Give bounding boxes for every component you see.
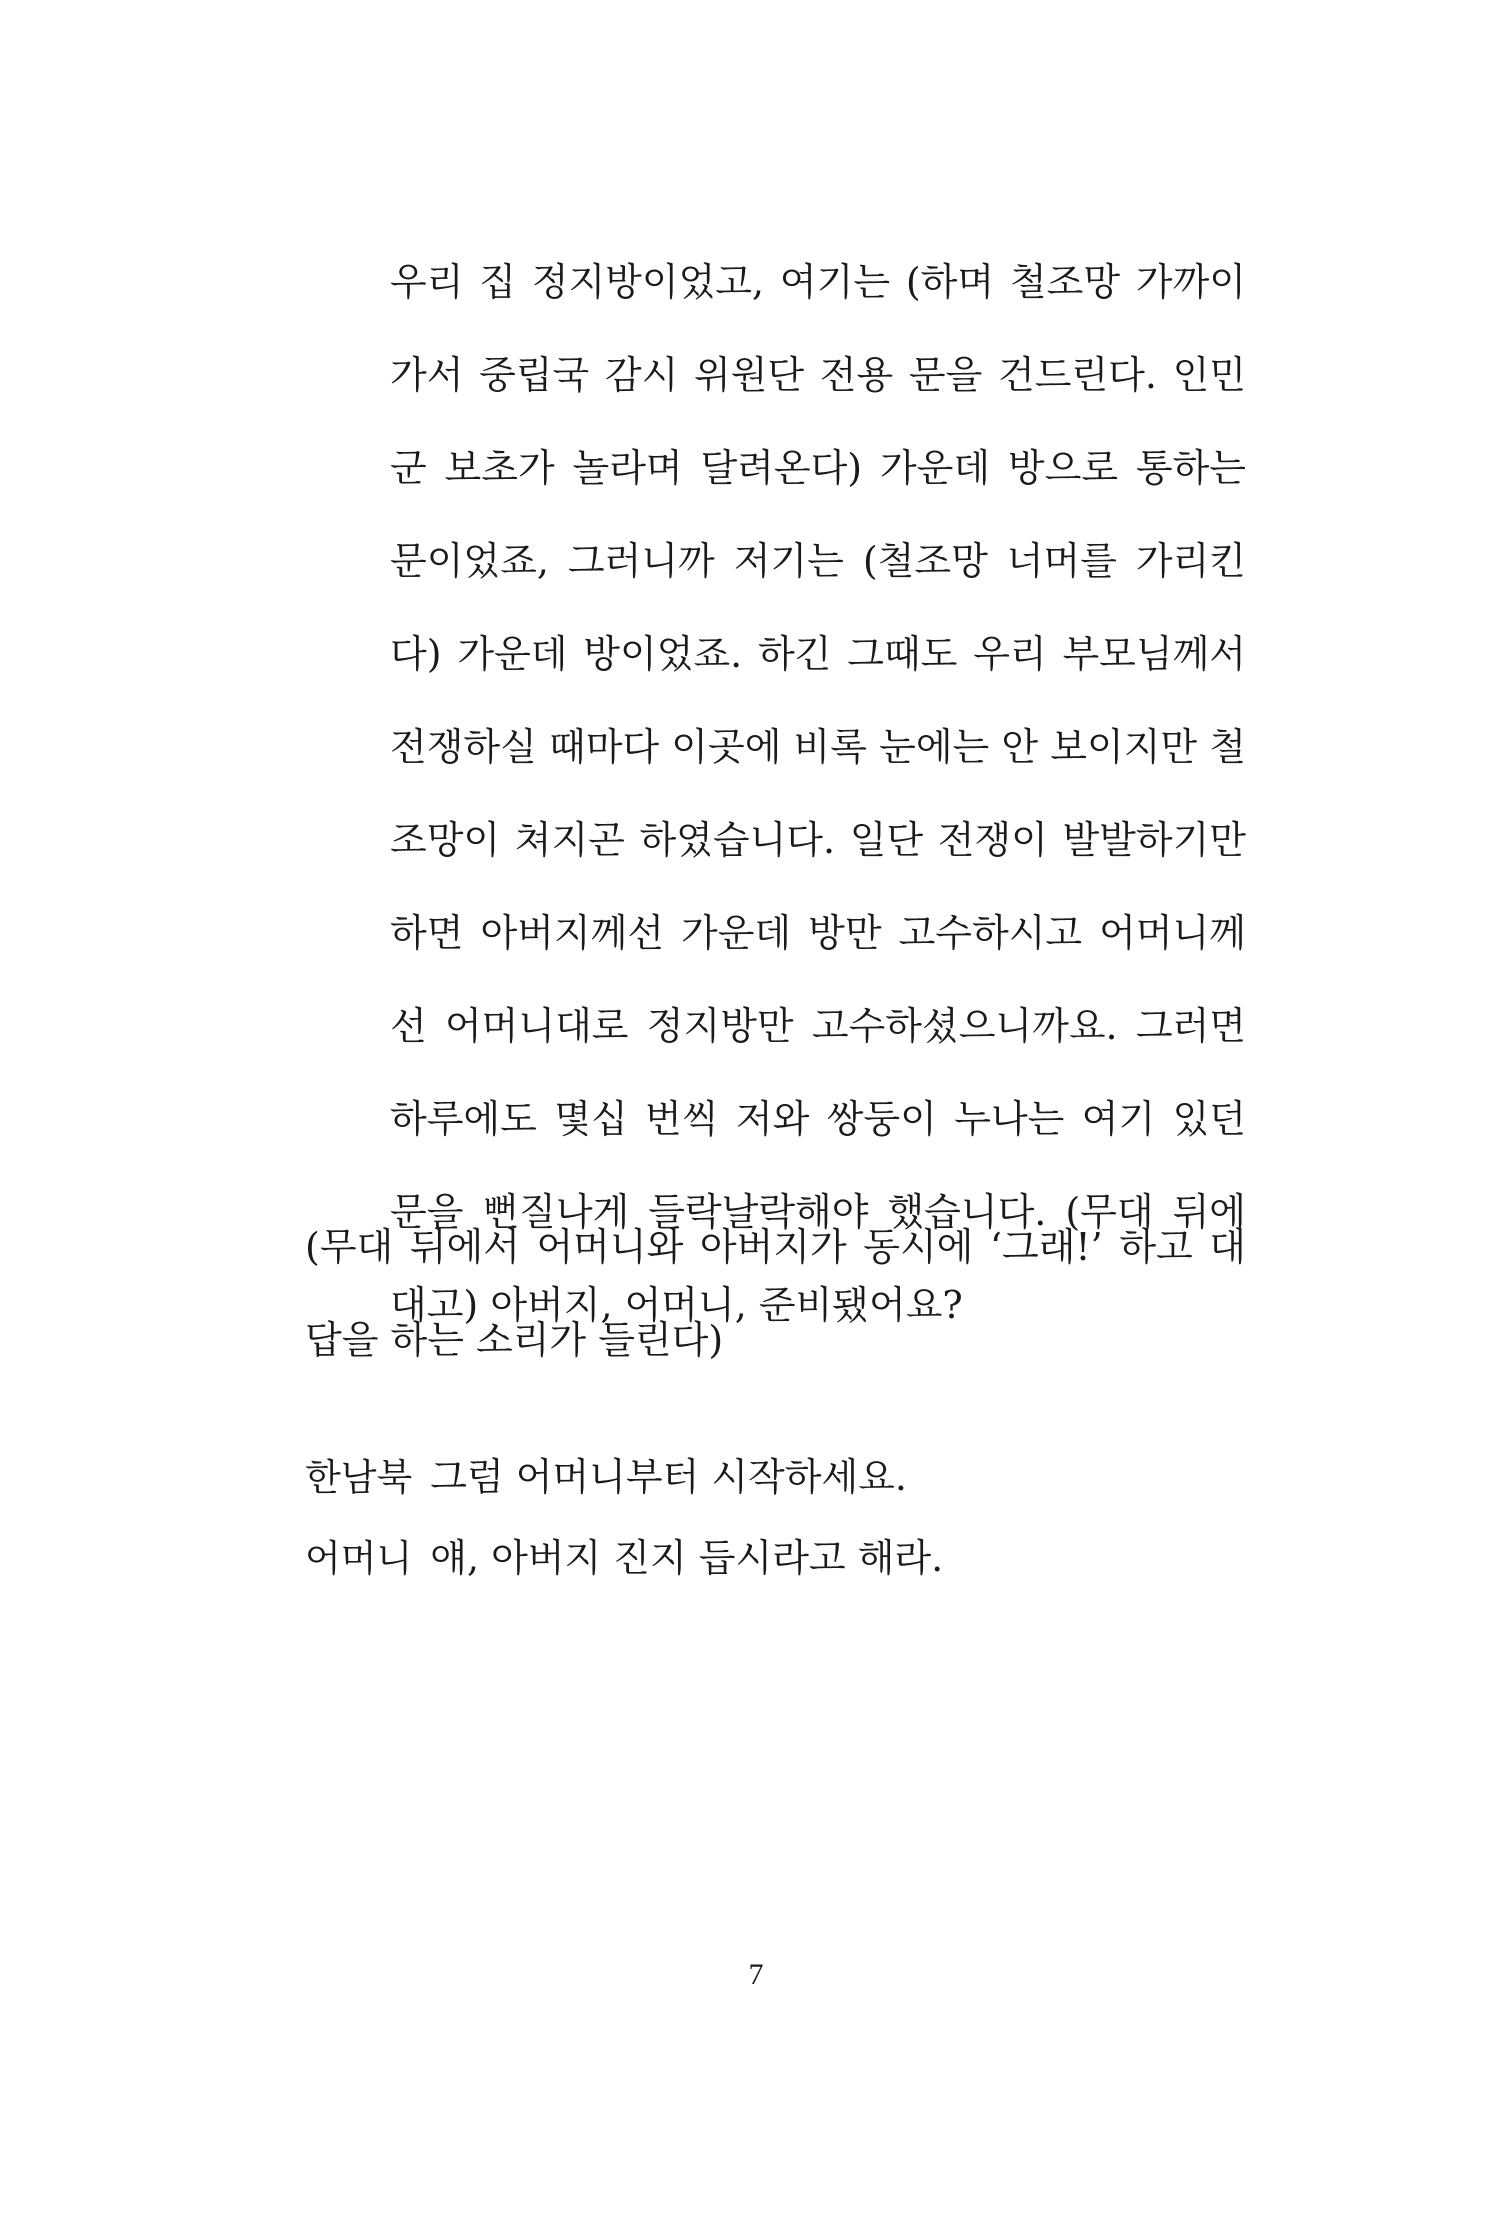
speaker-name: 어머니 (305, 1537, 413, 1580)
dialogue-text: 그럼 어머니부터 시작하세요. (430, 1455, 907, 1499)
speaker-name: 한남북 (305, 1456, 413, 1499)
speech-paragraph: 우리 집 정지방이었고, 여기는 (하며 철조망 가까이 가서 중립국 감시 위원단 전용 문을 건드린다. 인민군 보초가 놀라며 달려온다) 가운데 방으로 통하는 문이었죠, 그러니까 저기는 (철조망 너머를 가리킨다) 가운데 방이었죠. 하긴 그때도 우리 부모님께서 전쟁하실 때마다 이곳에 비록 눈에는 안 보이지만 철조망이 쳐지곤 하였습니다. 일단 전쟁이 발발하기만 하면 아버지께선 가운데 방만 고수하시고 어머니께선 어머니대로 정지방만 고수하셨으니까요. 그러면 하루에도 몇십 번씩 저와 쌍둥이 누나는 여기 있던 문을 뻔질나게 들락날락해야 했습니다. (무대 뒤에 대고) 아버지, 어머니, 준비됐어요? (390, 260, 1246, 1327)
dialogue-block (305, 1437, 1246, 1599)
dialogue-line (305, 1437, 1246, 1518)
page-number: 7 (748, 1958, 764, 1991)
dialogue-line (305, 1518, 1246, 1599)
dialogue-text: 얘, 아버지 진지 듭시라고 해라. (430, 1536, 944, 1580)
stage-direction: (무대 뒤에서 어머니와 아버지가 동시에 ‘그래!’ 하고 대답을 하는 소리가 들린다) (305, 1225, 1246, 1362)
